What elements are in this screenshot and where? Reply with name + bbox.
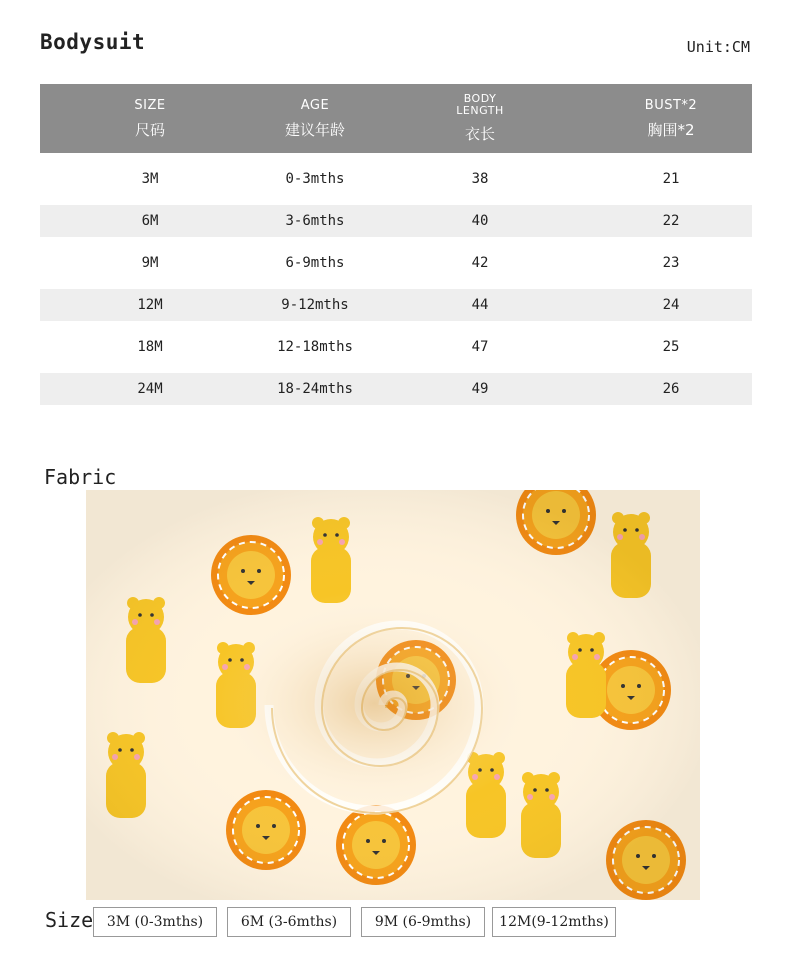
header-bust <box>590 84 752 153</box>
cell-age: 18-24mths <box>277 381 353 397</box>
cell-size: 3M <box>141 171 159 187</box>
table-row <box>40 205 752 237</box>
size-label: Size <box>45 908 94 932</box>
header-size-en: SIZE <box>134 97 166 113</box>
cell-size: 6M <box>141 213 159 229</box>
cell-length: 49 <box>471 381 489 397</box>
table-row <box>40 247 752 279</box>
page-title: Bodysuit <box>40 30 146 54</box>
header-length <box>370 84 590 153</box>
table-row <box>40 373 752 405</box>
cell-age: 3-6mths <box>285 213 345 229</box>
cell-length: 44 <box>471 297 489 313</box>
size-option-9m[interactable]: 9M (6-9mths) <box>361 907 485 937</box>
unit-label: Unit:CM <box>686 38 750 56</box>
cell-length: 47 <box>471 339 489 355</box>
header-length-en: BODY LENGTH <box>456 92 504 117</box>
cell-length: 42 <box>471 255 489 271</box>
header-age-en: AGE <box>300 97 330 113</box>
cell-age: 9-12mths <box>281 297 349 313</box>
cell-size: 12M <box>137 297 163 313</box>
table-row <box>40 163 752 195</box>
header-age-cn: 建议年龄 <box>284 120 345 139</box>
cell-bust: 22 <box>662 213 680 229</box>
cell-size: 9M <box>141 255 159 271</box>
table-row <box>40 289 752 321</box>
cell-age: 12-18mths <box>277 339 353 355</box>
cell-length: 40 <box>471 213 489 229</box>
header-length-cn: 衣长 <box>464 125 495 143</box>
cell-bust: 26 <box>662 381 680 397</box>
cell-size: 18M <box>137 339 163 355</box>
fabric-label: Fabric <box>44 465 117 489</box>
size-table <box>40 84 752 405</box>
cell-bust: 21 <box>662 171 680 187</box>
cell-bust: 23 <box>662 255 680 271</box>
header-age <box>260 84 370 153</box>
header-size <box>40 84 260 153</box>
header-size-cn: 尺码 <box>134 120 165 139</box>
cell-age: 6-9mths <box>285 255 345 271</box>
header-bust-cn: 胸围*2 <box>647 120 695 139</box>
table-row <box>40 331 752 363</box>
cell-length: 38 <box>471 171 489 187</box>
fabric-photo <box>86 490 700 900</box>
lion-print-fabric-illustration <box>86 490 700 900</box>
cell-age: 0-3mths <box>285 171 345 187</box>
size-option-12m[interactable]: 12M(9-12mths) <box>492 907 616 937</box>
cell-bust: 25 <box>662 339 680 355</box>
header-bust-en: BUST*2 <box>644 97 698 113</box>
size-option-6m[interactable]: 6M (3-6mths) <box>227 907 351 937</box>
size-option-3m[interactable]: 3M (0-3mths) <box>93 907 217 937</box>
cell-bust: 24 <box>662 297 680 313</box>
cell-size: 24M <box>137 381 163 397</box>
table-header <box>40 84 752 153</box>
